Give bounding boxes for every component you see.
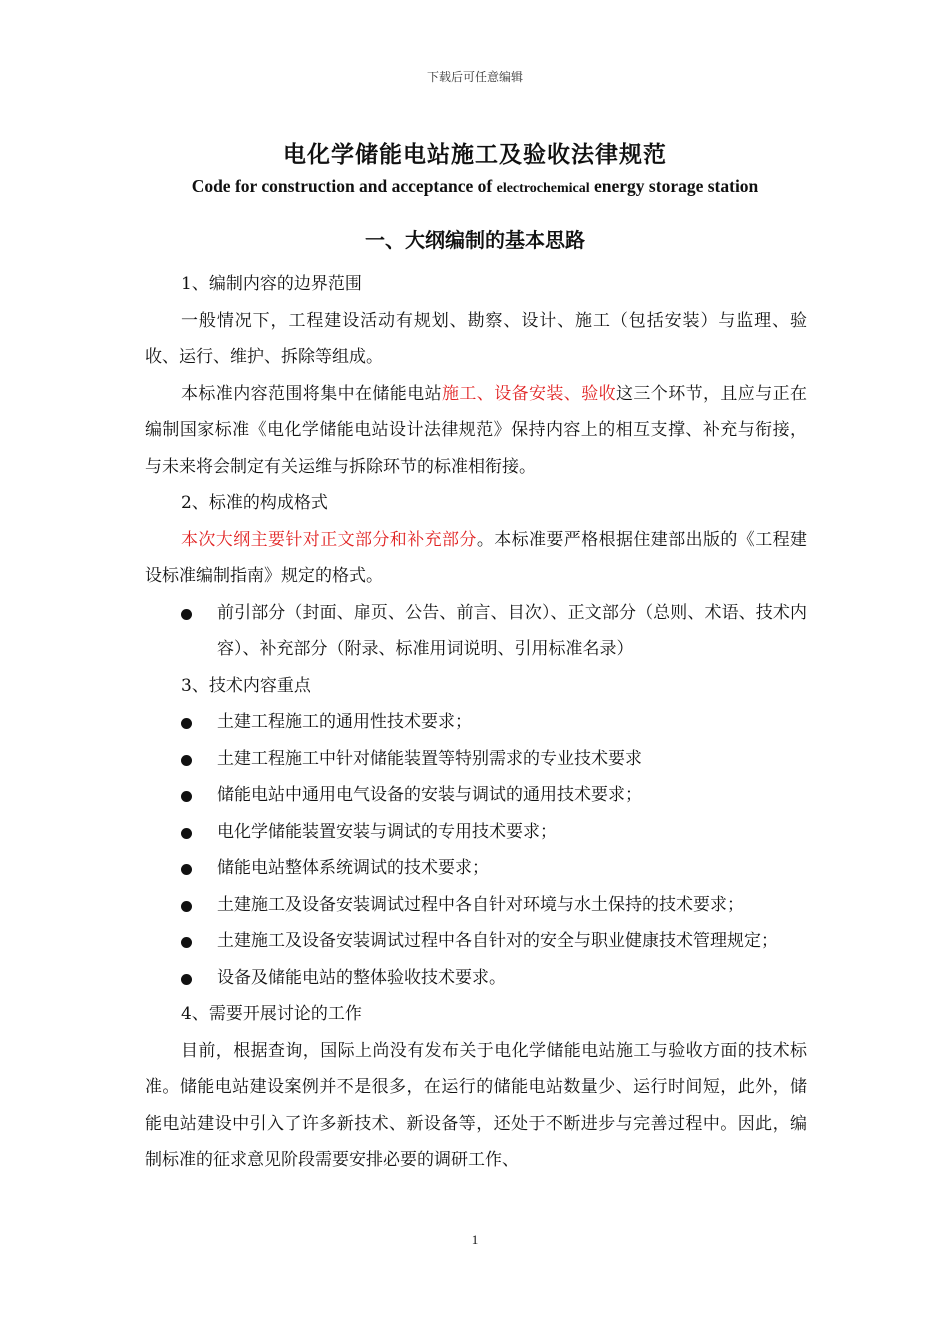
s3-bullet-item [145, 704, 807, 741]
s3-bullet-text: 土建工程施工的通用性技术要求； [217, 712, 472, 732]
s2-paragraph-1 [145, 522, 807, 595]
s3-bullet-item [145, 777, 807, 814]
bullet-dot-icon [181, 791, 192, 802]
bullet-dot-icon [181, 609, 192, 620]
s3-bullet-item [145, 960, 807, 997]
s3-bullet-text: 土建施工及设备安装调试过程中各自针对的安全与职业健康技术管理规定； [217, 931, 778, 951]
s3-bullet-item [145, 814, 807, 851]
s3-heading: 3、技术内容重点 [181, 675, 311, 696]
s3-bullet-item [145, 923, 807, 960]
bullet-dot-icon [181, 755, 192, 766]
page-number: 1 [471, 1232, 479, 1247]
s1-p2-text-b: 这三个环节，且应与正在编制国家标准《电化学储能电站设计法律规范》保持内容上的相互支撑、补充与衔接，与未来将会制定有关运维与拆除环节的标准相衔接。 [145, 383, 807, 477]
s3-bullet-text: 电化学储能装置安装与调试的专用技术要求； [217, 821, 557, 842]
s1-p2-highlight: 施工、设备安装、验收 [442, 383, 616, 404]
bullet-dot-icon [181, 718, 192, 729]
s2-p1-text: 。本标准要严格根据住建部出版的《工程建设标准编制指南》规定的格式。 [145, 529, 808, 586]
bullet-dot-icon [181, 901, 192, 912]
page-header: 下载后可任意编辑 [426, 70, 523, 84]
bullet-dot-icon [181, 937, 192, 948]
s3-bullet-item [145, 887, 807, 924]
s3-bullet-text: 储能电站整体系统调试的技术要求； [217, 858, 489, 878]
bullet-dot-icon [181, 974, 192, 985]
s4-heading: 4、需要开展讨论的工作 [181, 1004, 362, 1024]
s3-bullet-item [145, 741, 807, 778]
subtitle-part-3: energy storage station [589, 176, 759, 196]
bullet-dot-icon [181, 864, 192, 875]
s1-heading: 1、编制内容的边界范围 [181, 274, 362, 294]
document-title: 电化学储能电站施工及验收法律规范 [283, 141, 667, 168]
subtitle-part-1: Code for construction and acceptance of [191, 176, 497, 196]
document-body [145, 266, 807, 1179]
document-subtitle [0, 176, 950, 197]
s3-bullet-text: 储能电站中通用电气设备的安装与调试的通用技术要求； [217, 785, 642, 805]
s1-p2-text-a: 本标准内容范围将集中在储能电站 [181, 383, 442, 404]
s2-bullet-item [145, 595, 807, 668]
s3-bullet-text: 土建工程施工中针对储能装置等特别需求的专业技术要求 [217, 748, 642, 769]
s2-bullet-text: 前引部分（封面、扉页、公告、前言、目次）、正文部分（总则、术语、技术内容）、补充部分（附录、标准用词说明、引用标准名录） [217, 602, 807, 659]
s4-paragraph-1: 目前，根据查询，国际上尚没有发布关于电化学储能电站施工与验收方面的技术标准。储能电站建设案例并不是很多，在运行的储能电站数量少、运行时间短，此外，储能电站建设中引入了许多新技术、新设备等，还处于不断进步与完善过程中。因此，编制标准的征求意见阶段需要安排必要的调研工作、 [145, 1040, 807, 1170]
subtitle-part-2: electrochemical [496, 181, 590, 196]
s2-heading: 2、标准的构成格式 [181, 493, 328, 513]
s2-p1-highlight: 本次大纲主要针对正文部分和补充部分 [181, 529, 477, 550]
s1-paragraph-2 [145, 376, 807, 486]
s3-bullet-text: 土建施工及设备安装调试过程中各自针对环境与水土保持的技术要求； [217, 894, 744, 915]
s1-paragraph-1: 一般情况下，工程建设活动有规划、勘察、设计、施工（包括安装）与监理、验收、运行、维护、拆除等组成。 [145, 310, 807, 367]
s3-bullet-item [145, 850, 807, 887]
s3-bullet-text: 设备及储能电站的整体验收技术要求。 [217, 967, 506, 988]
section-heading: 一、大纲编制的基本思路 [365, 228, 585, 252]
bullet-dot-icon [181, 828, 192, 839]
